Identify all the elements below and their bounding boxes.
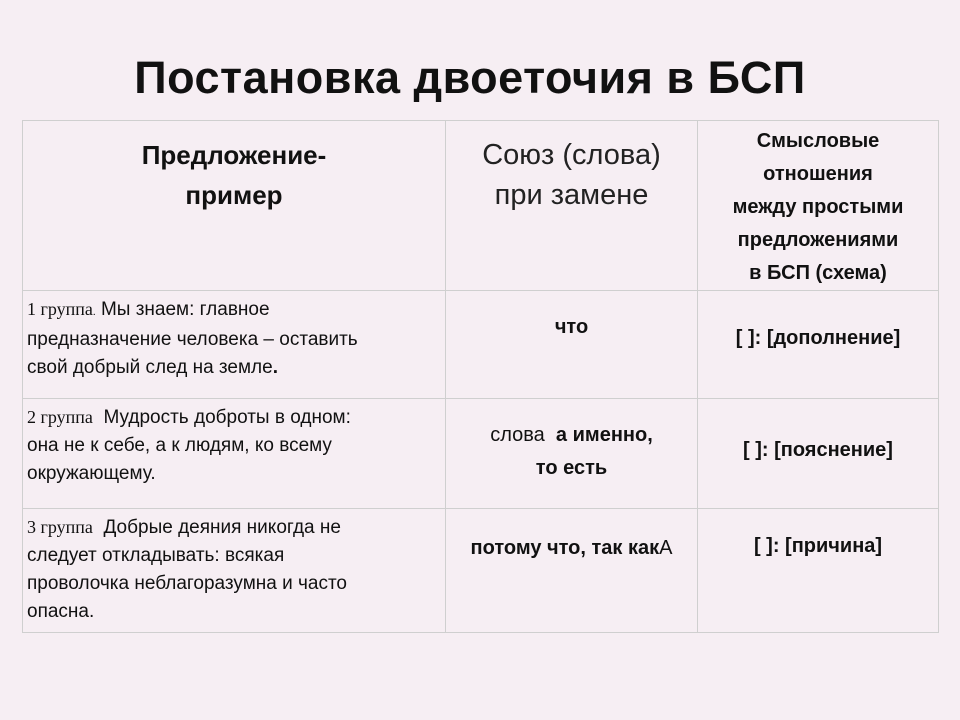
example-line: окружающему. [27, 463, 156, 484]
header-relation-line: предложениями [737, 229, 899, 251]
conjunction-text: то есть [535, 457, 608, 479]
example-cell [23, 291, 446, 399]
conjunction-cell [446, 509, 698, 633]
conjunction-cell [446, 291, 698, 399]
example-line: проволочка неблагоразумна и часто [27, 573, 348, 594]
header-relation-line: между простыми [732, 196, 904, 218]
example-line: Мы знаем: главное [100, 299, 270, 320]
example-line: предназначение человека – оставить [27, 329, 358, 350]
example-cell [23, 509, 446, 633]
table-row [23, 509, 939, 633]
page-title: Постановка двоеточия в БСП [134, 52, 806, 103]
conjunction-cell [446, 399, 698, 509]
header-conjunction [446, 121, 698, 291]
example-end-mark: . [272, 357, 278, 378]
example-line: свой добрый след на земле [27, 357, 273, 378]
group-mark: . [92, 306, 96, 318]
scheme-text: [ ]: [причина] [753, 535, 883, 557]
conjunction-text: потому что, так как [470, 537, 660, 559]
example-cell [23, 399, 446, 509]
table-row [23, 399, 939, 509]
table-header-row [23, 121, 939, 291]
scheme-text: [ ]: [дополнение] [735, 327, 901, 349]
group-label: 3 группа [27, 517, 93, 537]
header-example [23, 121, 446, 291]
header-relation [698, 121, 939, 291]
header-relation-line: в БСП (схема) [749, 262, 887, 284]
example-line: опасна. [27, 601, 95, 622]
example-line: она не к себе, а к людям, ко всему [27, 435, 332, 456]
rules-table [22, 120, 939, 633]
header-example-line: пример [185, 180, 283, 210]
header-example-line: Предложение- [141, 140, 327, 170]
scheme-text: [ ]: [пояснение] [743, 439, 893, 461]
conjunction-text: что [554, 316, 589, 338]
example-line: следует откладывать: всякая [27, 545, 285, 566]
conjunction-text: а именно, [555, 424, 653, 446]
conjunction-suffix: А [659, 537, 673, 559]
example-line: Мудрость доброты в одном: [103, 407, 351, 428]
conjunction-prefix: слова [490, 424, 545, 446]
group-label: 2 группа [27, 407, 93, 427]
header-relation-line: отношения [763, 163, 873, 185]
header-relation-line: Смысловые [756, 130, 880, 152]
example-line: Добрые деяния никогда не [103, 517, 341, 538]
header-conjunction-line: Союз (слова) [482, 139, 661, 171]
header-conjunction-line: при замене [494, 179, 649, 211]
scheme-cell [698, 399, 939, 509]
table-row [23, 291, 939, 399]
scheme-cell [698, 509, 939, 633]
scheme-cell [698, 291, 939, 399]
group-label: 1 группа [27, 299, 93, 319]
